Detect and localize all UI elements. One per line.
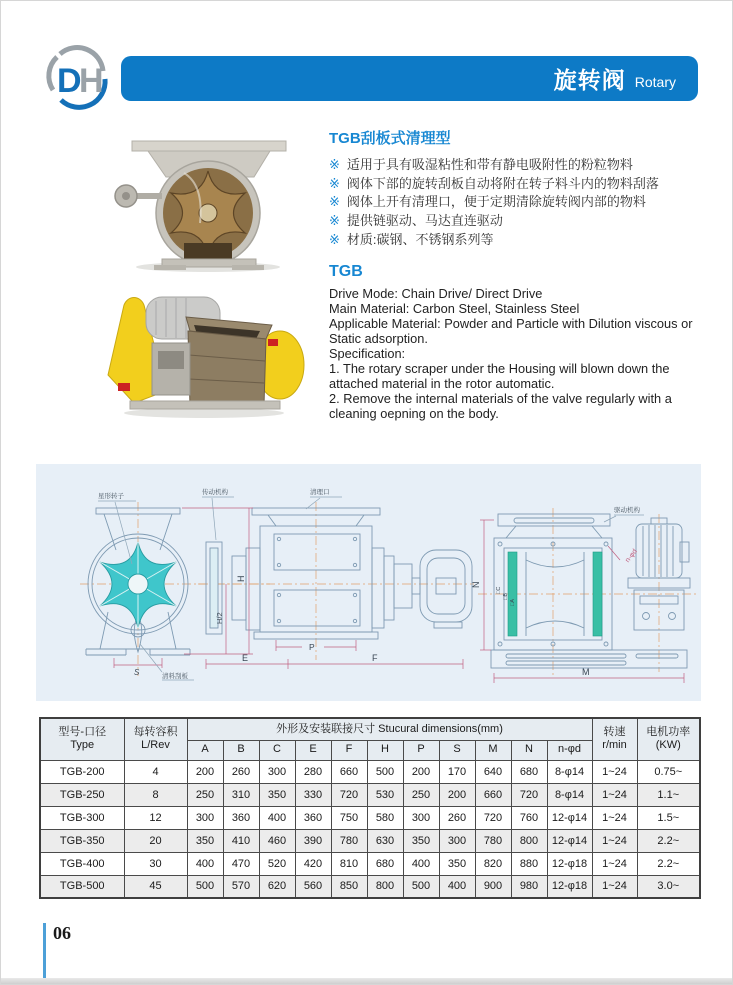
table-cell: 350 bbox=[187, 829, 223, 852]
spec-line: Main Material: Carbon Steel, Stainless Steel bbox=[329, 300, 580, 316]
table-cell: TGB-250 bbox=[40, 783, 124, 806]
table-cell: 8-φ14 bbox=[547, 783, 592, 806]
table-cell: 200 bbox=[403, 760, 439, 783]
table-cell: 400 bbox=[403, 852, 439, 875]
table-row bbox=[40, 760, 700, 783]
product-photo-valve-front bbox=[104, 133, 316, 275]
table-cell: 1~24 bbox=[592, 783, 637, 806]
table-cell: 850 bbox=[331, 875, 367, 898]
table-cell: 1.1~ bbox=[637, 783, 700, 806]
col-header-type bbox=[40, 718, 124, 760]
table-cell: 12-φ14 bbox=[547, 829, 592, 852]
table-cell: 350 bbox=[259, 783, 295, 806]
col-header-dim: F bbox=[331, 740, 367, 760]
seal-strip-right bbox=[593, 552, 602, 636]
table-cell: 200 bbox=[439, 783, 475, 806]
feature-bullet bbox=[329, 212, 703, 231]
table-cell: 12-φ18 bbox=[547, 852, 592, 875]
dim-e: E bbox=[242, 653, 249, 663]
table-cell: 400 bbox=[187, 852, 223, 875]
description-column bbox=[329, 127, 703, 421]
bullet-mark: ※ bbox=[329, 157, 340, 172]
banner-title-zh: 旋转阀 bbox=[553, 67, 626, 93]
table-cell: 12-φ18 bbox=[547, 875, 592, 898]
table-cell: 310 bbox=[223, 783, 259, 806]
heading-en: TGB bbox=[329, 262, 363, 280]
table-cell: 630 bbox=[367, 829, 403, 852]
col-header-power-en: (KW) bbox=[655, 739, 681, 752]
table-cell: 4 bbox=[124, 760, 187, 783]
callout-clean-port: 清理口 bbox=[310, 489, 330, 496]
table-cell: 500 bbox=[367, 760, 403, 783]
bullet-text: 阀体下部的旋转刮板自动将附在转子料斗内的物料刮落 bbox=[346, 175, 659, 191]
table-cell: 810 bbox=[331, 852, 367, 875]
table-cell: 8-φ14 bbox=[547, 760, 592, 783]
dim-box-b: □B bbox=[503, 593, 509, 600]
table-cell: 280 bbox=[295, 760, 331, 783]
table-cell: 750 bbox=[331, 806, 367, 829]
table-cell: 1~24 bbox=[592, 852, 637, 875]
table-cell: 300 bbox=[439, 829, 475, 852]
table-cell: 300 bbox=[403, 806, 439, 829]
table-cell: 800 bbox=[367, 875, 403, 898]
col-header-vol-en: L/Rev bbox=[141, 739, 170, 752]
bullet-mark: ※ bbox=[329, 231, 340, 247]
col-header-dim: P bbox=[403, 740, 439, 760]
dim-p: P bbox=[309, 642, 315, 652]
table-cell: 680 bbox=[511, 760, 547, 783]
dim-m: M bbox=[582, 667, 590, 677]
table-cell: 1~24 bbox=[592, 806, 637, 829]
table-row bbox=[40, 806, 700, 829]
bullet-mark: ※ bbox=[329, 213, 340, 229]
spec-table-body bbox=[40, 760, 700, 898]
table-cell: TGB-400 bbox=[40, 852, 124, 875]
table-cell: 1~24 bbox=[592, 760, 637, 783]
callout-leaders bbox=[98, 497, 644, 680]
spec-line: 2. Remove the internal materials of the valve regularly with a bbox=[329, 391, 672, 407]
table-cell: 260 bbox=[439, 806, 475, 829]
bullet-text: 提供链驱动、马达直连驱动 bbox=[346, 213, 503, 229]
bullet-mark: ※ bbox=[329, 194, 340, 210]
logo-letter-h: H bbox=[79, 62, 104, 100]
table-cell: 350 bbox=[439, 852, 475, 875]
page-bottom-edge bbox=[1, 978, 732, 984]
table-cell: 780 bbox=[331, 829, 367, 852]
table-cell: TGB-200 bbox=[40, 760, 124, 783]
table-cell: 530 bbox=[367, 783, 403, 806]
table-cell: TGB-500 bbox=[40, 875, 124, 898]
feature-bullet bbox=[329, 193, 703, 212]
table-cell: 800 bbox=[511, 829, 547, 852]
technical-drawing-panel bbox=[36, 464, 701, 701]
table-cell: 300 bbox=[187, 806, 223, 829]
table-cell: 360 bbox=[295, 806, 331, 829]
table-cell: 400 bbox=[259, 806, 295, 829]
table-cell: 30 bbox=[124, 852, 187, 875]
heading-zh: TGB刮板式清理型 bbox=[329, 130, 451, 147]
table-cell: TGB-350 bbox=[40, 829, 124, 852]
page-number: 06 bbox=[53, 923, 71, 943]
spec-line: Static adsorption. bbox=[329, 330, 428, 346]
col-header-dim: S bbox=[439, 740, 475, 760]
table-cell: 330 bbox=[295, 783, 331, 806]
table-cell: 20 bbox=[124, 829, 187, 852]
col-header-dim: A bbox=[187, 740, 223, 760]
table-row bbox=[40, 783, 700, 806]
table-cell: 1~24 bbox=[592, 875, 637, 898]
dh-logo bbox=[43, 43, 113, 113]
table-cell: 980 bbox=[511, 875, 547, 898]
bullet-mark: ※ bbox=[329, 175, 340, 191]
table-cell: 620 bbox=[259, 875, 295, 898]
bullet-text: 材质:碳钢、不锈钢系列等 bbox=[346, 231, 494, 247]
table-cell: 400 bbox=[439, 875, 475, 898]
callout-drive: 驱动机构 bbox=[614, 507, 640, 514]
callout-transmission: 传动机构 bbox=[202, 489, 228, 496]
table-cell: 300 bbox=[259, 760, 295, 783]
dim-n: N bbox=[471, 581, 481, 588]
table-cell: 660 bbox=[331, 760, 367, 783]
top-view bbox=[491, 514, 690, 668]
dim-n-phi-d: n-φd bbox=[624, 548, 639, 564]
col-header-dim: M bbox=[475, 740, 511, 760]
col-header-speed-en: r/min bbox=[602, 739, 627, 752]
table-cell: 170 bbox=[439, 760, 475, 783]
seal-strip-left bbox=[508, 552, 517, 636]
product-photo-valve-drive bbox=[94, 283, 312, 421]
table-cell: 880 bbox=[511, 852, 547, 875]
col-header-type-en: Type bbox=[70, 739, 95, 752]
col-header-power-zh: 电机功率 bbox=[646, 725, 691, 738]
table-cell: 560 bbox=[295, 875, 331, 898]
table-cell: 660 bbox=[475, 783, 511, 806]
table-cell: 720 bbox=[511, 783, 547, 806]
table-cell: 1.5~ bbox=[637, 806, 700, 829]
col-header-speed bbox=[592, 718, 637, 760]
logo-letter-d: D bbox=[57, 62, 82, 100]
spec-line: 1. The rotary scraper under the Housing will blown down the bbox=[329, 360, 670, 376]
table-cell: 1~24 bbox=[592, 829, 637, 852]
col-header-dim: C bbox=[259, 740, 295, 760]
dim-h-half: H/2 bbox=[215, 612, 224, 624]
feature-bullet bbox=[329, 175, 703, 194]
table-cell: 500 bbox=[403, 875, 439, 898]
dim-f: F bbox=[372, 653, 378, 663]
dim-s: S bbox=[134, 668, 140, 677]
table-cell: 410 bbox=[223, 829, 259, 852]
col-header-type-zh: 型号-口径 bbox=[58, 725, 107, 738]
table-cell: 460 bbox=[259, 829, 295, 852]
table-cell: 900 bbox=[475, 875, 511, 898]
table-cell: 350 bbox=[403, 829, 439, 852]
col-header-dim: N bbox=[511, 740, 547, 760]
callout-rotor: 星形转子 bbox=[98, 493, 124, 500]
col-header-dim: n-φd bbox=[547, 740, 592, 760]
table-cell: 360 bbox=[223, 806, 259, 829]
callout-scraper: 清料刮板 bbox=[162, 673, 188, 680]
table-cell: 250 bbox=[187, 783, 223, 806]
table-cell: 3.0~ bbox=[637, 875, 700, 898]
table-cell: 780 bbox=[475, 829, 511, 852]
rotor-hub bbox=[128, 574, 148, 594]
spec-line: Applicable Material: Powder and Particle with Dilution viscous or bbox=[329, 315, 693, 331]
bullet-text: 阀体上开有清理口，便于定期清除旋转阀内部的物料 bbox=[346, 194, 646, 210]
side-view bbox=[206, 508, 472, 639]
banner-title-en: Rotary bbox=[634, 74, 676, 90]
table-cell: 2.2~ bbox=[637, 829, 700, 852]
table-cell: 520 bbox=[259, 852, 295, 875]
table-row bbox=[40, 852, 700, 875]
table-cell: 820 bbox=[475, 852, 511, 875]
col-header-dim: B bbox=[223, 740, 259, 760]
table-cell: 250 bbox=[403, 783, 439, 806]
table-cell: 8 bbox=[124, 783, 187, 806]
callout-labels bbox=[98, 487, 641, 680]
table-cell: 470 bbox=[223, 852, 259, 875]
table-cell: 260 bbox=[223, 760, 259, 783]
col-header-dim: E bbox=[295, 740, 331, 760]
col-header-power bbox=[637, 718, 700, 760]
page-number-rule bbox=[43, 923, 46, 983]
table-cell: 390 bbox=[295, 829, 331, 852]
table-cell: 760 bbox=[511, 806, 547, 829]
feature-bullet bbox=[329, 156, 703, 175]
table-cell: 500 bbox=[187, 875, 223, 898]
table-cell: 720 bbox=[331, 783, 367, 806]
col-header-vol-zh: 每转容积 bbox=[133, 725, 178, 738]
table-cell: 580 bbox=[367, 806, 403, 829]
col-header-volume bbox=[124, 718, 187, 760]
feature-bullet bbox=[329, 231, 703, 250]
spec-line: Specification: bbox=[329, 345, 406, 361]
dim-box-c: □C bbox=[496, 586, 502, 594]
table-cell: 570 bbox=[223, 875, 259, 898]
technical-drawing bbox=[36, 464, 701, 701]
table-cell: 2.2~ bbox=[637, 852, 700, 875]
section-banner bbox=[121, 56, 698, 101]
spec-table bbox=[39, 717, 701, 899]
table-row bbox=[40, 875, 700, 898]
table-cell: 720 bbox=[475, 806, 511, 829]
bullet-text: 适用于具有吸湿粘性和带有静电吸附性的粉粒物料 bbox=[346, 157, 633, 172]
table-cell: 12 bbox=[124, 806, 187, 829]
table-cell: TGB-300 bbox=[40, 806, 124, 829]
spec-line: Drive Mode: Chain Drive/ Direct Drive bbox=[329, 285, 543, 301]
table-row bbox=[40, 829, 700, 852]
col-header-dim: H bbox=[367, 740, 403, 760]
table-cell: 12-φ14 bbox=[547, 806, 592, 829]
spec-line: cleaning oepning on the body. bbox=[329, 406, 499, 422]
handwheel-shaft bbox=[134, 193, 162, 199]
table-cell: 45 bbox=[124, 875, 187, 898]
table-cell: 0.75~ bbox=[637, 760, 700, 783]
col-header-speed-zh: 转速 bbox=[603, 725, 626, 738]
logo-arc-gray bbox=[49, 57, 57, 90]
table-cell: 420 bbox=[295, 852, 331, 875]
table-cell: 640 bbox=[475, 760, 511, 783]
spec-line: attached material in the rotor automatic. bbox=[329, 376, 555, 392]
table-cell: 200 bbox=[187, 760, 223, 783]
table-cell: 680 bbox=[367, 852, 403, 875]
dim-h: H bbox=[236, 575, 246, 582]
col-header-dimensions: 外形及安装联接尺寸 Stucural dimensions(mm) bbox=[187, 718, 592, 740]
dim-box-a: □A bbox=[510, 599, 516, 606]
